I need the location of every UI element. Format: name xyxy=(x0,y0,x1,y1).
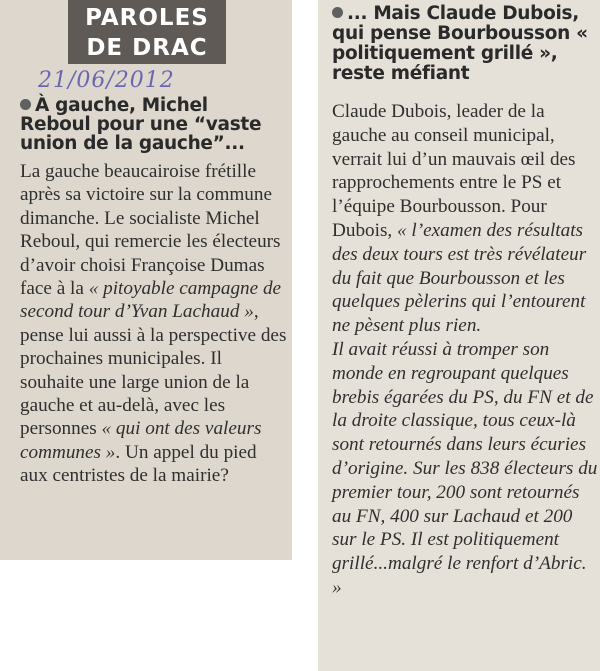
right-body-quote-1: « l’examen des résultats des deux tours est très révélateur du fait que Bourbousson et les quelques pèlerins qui l’entourent ne pèsent plus rien. xyxy=(332,219,587,337)
left-body-text-3: . Un appel du pied aux centristes de la mairie? xyxy=(20,441,257,487)
left-article-body xyxy=(20,160,288,488)
left-body-text-2: , pense lui aussi à la perspective des prochaines municipales. Il souhaite une large union de la gauche et au-delà, avec les personnes xyxy=(20,301,287,440)
right-article-body xyxy=(332,100,600,600)
left-body-quote-2: « qui ont des valeurs communes » xyxy=(20,418,262,463)
right-headline-text: ... Mais Claude Dubois, qui pense Bourbousson « politiquement grillé », reste méfiant xyxy=(332,3,588,84)
left-body-quote-1: « pitoyable campagne de second tour d’Yvan Lachaud » xyxy=(20,278,282,323)
left-headline xyxy=(20,96,282,153)
right-headline xyxy=(332,4,600,84)
left-headline-text: À gauche, Michel Reboul pour une “vaste union de la gauche”... xyxy=(20,95,262,154)
left-body-text-1: La gauche beaucairoise frétille après sa victoire sur la commune dimanche. Le socialiste Michel Reboul, qui remercie les électeurs d’avoir choisi Françoise Dumas face à la xyxy=(20,161,281,300)
rubric-line-2: DE DRAC xyxy=(86,35,208,61)
bullet-icon xyxy=(332,7,343,18)
rubric-line-1: PAROLES xyxy=(85,5,209,31)
handwritten-date: 21/06/2012 xyxy=(38,68,175,93)
right-body-text-1: Claude Dubois, leader de la gauche au conseil municipal, verrait lui d’un mauvais œil des rapprochements entre le PS et l’équipe Bourbousson. Pour Dubois, xyxy=(332,101,576,241)
section-rubric xyxy=(68,0,226,64)
right-body-quote-2: Il avait réussi à tromper son monde en regroupant quelques brebis égarées du PS, du FN et de la droite classique, tous ceux-là sont retournés dans leurs écuries d’origine. Sur les 838 électeurs du premier tour, 200 sont retournés au FN, 400 sur Lachaud et 200 sur le PS. Il est politiquement grillé...malgré le renfort d’Abric. » xyxy=(332,338,598,598)
bullet-icon xyxy=(20,99,31,110)
